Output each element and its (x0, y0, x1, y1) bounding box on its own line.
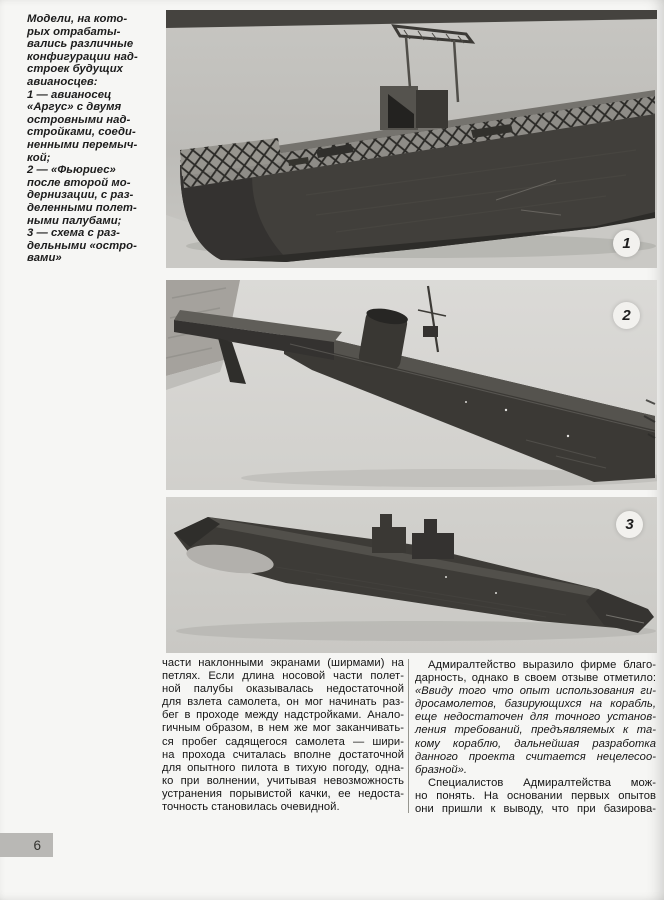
photo-3-illustration (166, 497, 657, 653)
text-line: Специалистов Адмиралтейства мож- (428, 776, 656, 789)
body-column-left (162, 657, 404, 814)
text-line: дросамолетов, базирующихся на корабль, (415, 698, 656, 711)
text-line: данного проекта считается нецелесоо- (415, 750, 656, 763)
caption-line: рых отрабаты- (27, 25, 121, 38)
caption-line: конфигурации над- (27, 50, 138, 63)
text-line: они пришли к выводу, что при базирова- (415, 803, 656, 816)
text-line: ления требований, предъявляемых к та- (415, 724, 656, 737)
body-column-right (415, 659, 656, 816)
text-line: для опытного пилота в тихую погоду, одна- (162, 761, 404, 774)
text-line: Адмиралтейство выразило фирме благо- (428, 659, 656, 671)
caption-line: островными над- (27, 113, 131, 126)
text-line: но понять. На основании первых опытов (415, 789, 656, 802)
page-number: 6 (33, 837, 41, 853)
text-line: ной палубы оказывалась недостаточной (162, 683, 404, 696)
caption-line: ненными перемыч- (27, 138, 138, 151)
photo-2-illustration (166, 280, 657, 490)
column-divider-rule (408, 659, 409, 813)
photo-carrier-model-split-islands (166, 497, 657, 653)
text-line: на прохода считалась вполне достаточной (162, 748, 404, 761)
text-line: кому кораблю, дальнейшая разработка (415, 737, 656, 750)
page-number-bar (0, 833, 53, 857)
caption-line: дернизации, с раз- (27, 189, 134, 202)
caption-line: «Аргус» с двумя (27, 101, 122, 114)
photo-carrier-model-argus (166, 10, 657, 268)
figure-marker-2: 2 (613, 302, 640, 329)
text-line: «Ввиду того что опыт использования ги- (415, 685, 656, 698)
text-line: устранения порывистой качки, ее недоста- (162, 787, 404, 800)
caption-line: 1 — авианосец (27, 88, 112, 101)
text-line: бег в проходе между надстройками. Анало- (162, 709, 404, 722)
caption-line: дельными «остро- (27, 239, 137, 252)
caption-line: вами» (27, 252, 62, 265)
caption-line: авианосцев: (27, 75, 98, 88)
caption-line: вались различные (27, 38, 134, 51)
caption-line: 2 — «Фьюриес» (27, 164, 116, 177)
text-line: точность становилась очевидной. (162, 801, 340, 814)
figure-marker-3: 3 (616, 511, 643, 538)
caption-line: 3 — схема с раз- (27, 227, 120, 240)
text-line: части наклонными экранами (ширмами) на (162, 657, 404, 669)
text-line: для взлета самолета, он мог начинать раз- (162, 696, 404, 709)
caption-line: строек будущих (27, 63, 123, 76)
caption-line: стройками, соеди- (27, 126, 136, 139)
text-line: еще недостаточен для точного установ- (415, 711, 656, 724)
text-line: бразной». (415, 763, 468, 776)
text-line: гичным образом, в нем же мог заканчивать- (162, 722, 404, 735)
caption-line: деленными полет- (27, 201, 137, 214)
photo-carrier-model-furious (166, 280, 657, 490)
figure-caption (27, 13, 167, 265)
text-line: дарность, однако в своем отзыве отметило: (415, 672, 656, 685)
text-line: ко при волнении, учитывая невозможность (162, 774, 404, 787)
caption-line: Модели, на кото- (27, 13, 128, 25)
text-line: ся пробег садящегося самолета — шири- (162, 735, 404, 748)
caption-line: ными палубами; (27, 214, 122, 227)
caption-line: кой; (27, 151, 51, 164)
caption-line: после второй мо- (27, 176, 131, 189)
figure-marker-1: 1 (613, 230, 640, 257)
photo-1-illustration (166, 10, 657, 268)
text-line: петлях. Если длина носовой части полет- (162, 670, 404, 683)
